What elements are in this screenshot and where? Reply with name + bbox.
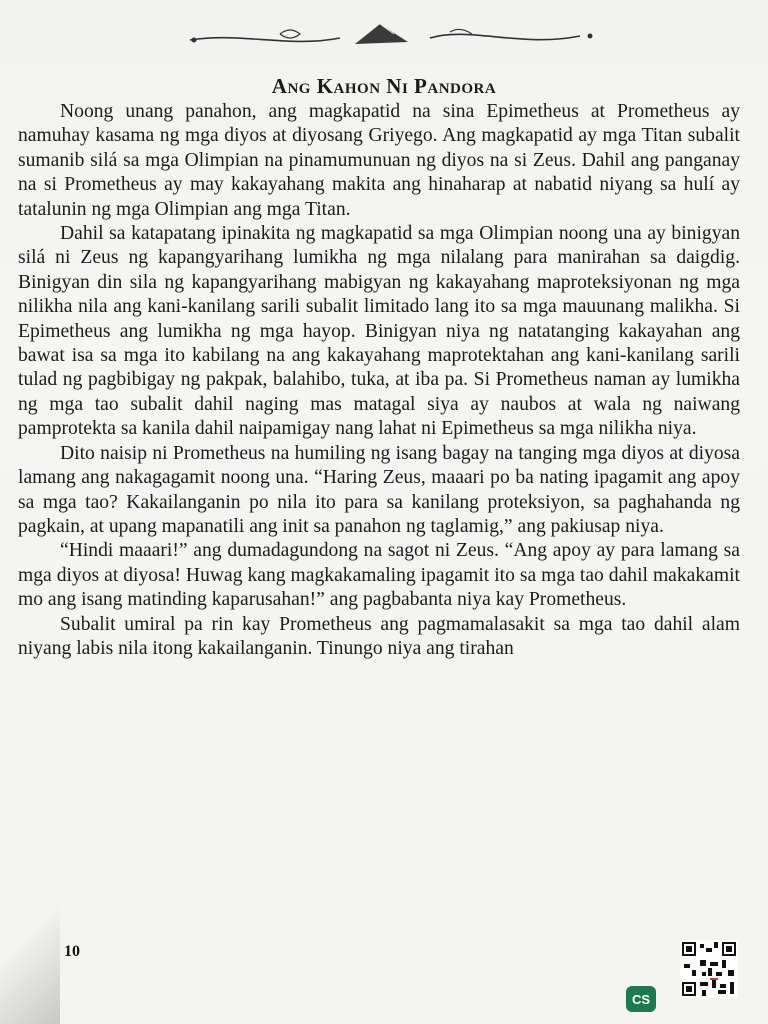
page-number: 10: [64, 943, 80, 960]
qr-code-icon: [680, 940, 738, 998]
paragraph: Dahil sa katapatang ipinakita ng magkapatid sa mga Olimpian noong una ay binigyan silá ni Zeus ng kapangyarihang lumikha ng mga nilalang para manirahan sa daigdig. Binigyan din sila ng kapangyarihang mabigyan ng kakayahang maproteksiyonan ng mga nilikha nila ang kani-kanilang sarili subalit limitado lang ito sa mga mauunang malikha. Si Epimetheus ang lumikha ng mga hayop. Binigyan niya ng natatanging kakayahan ang bawat isa sa mga ito kabilang na ang kakayahang maprotektahan ang kani-kanilang sarili tulad ng pagbibigay ng pakpak, balahibo, tuka, at iba pa. Si Prometheus naman ay lumikha ng mga tao subalit dahil naging mas matagal siya ay naubos at wala ng naiwang pamprotekta sa kanila dahil naipamigay nang lahat ni Epimetheus sa mga nilikha niya.: [18, 223, 740, 440]
page-title: Ang Kahon Ni Pandora: [271, 74, 497, 98]
page-corner-shadow: [0, 880, 60, 1024]
paragraph: Subalit umiral pa rin kay Prometheus ang pagmamalasakit sa mga tao dahil alam niyang labis nila itong kakailanganin. Tinungo niya ang tirahan: [18, 613, 740, 659]
decorative-header-ornament: [180, 18, 610, 58]
paragraph: Noong unang panahon, ang magkapatid na sina Epimetheus at Prometheus ay namuhay kasama ng mga diyos at diyosang Griyego. Ang magkapatid ay mga Titan subalit sumanib silá sa mga Olimpian na pinamumunuan ng diyos na si Zeus. Dahil ang panganay na si Prometheus ay may kakayahang makita ang hinaharap at nabatid niyang sa hulí ay tatalunin ng mga Olimpian ang mga Titan.: [18, 101, 740, 220]
paragraph: Dito naisip ni Prometheus na humiling ng isang bagay na tanging mga diyos at diyosa lamang ang nakagagamit noong una. “Haring Zeus, maaari po ba nating ipagamit ang apoy sa mga tao? Kakailanganin po nila ito para sa kanilang proteksiyon, sa paghahanda ng pagkain, at upang mapanatili ang init sa panahon ng taglamig,” ang pakiusap niya.: [18, 442, 740, 537]
camscanner-badge: CS: [626, 986, 656, 1012]
story-body: [18, 100, 740, 661]
paragraph: “Hindi maaari!” ang dumadagundong na sagot ni Zeus. “Ang apoy ay para lamang sa mga diyos at diyosa! Huwag kang magkakamaling ipagamit ito sa mga tao dahil makakamit mo ang isang matinding kaparusahan!” ang pagbabanta niya kay Prometheus.: [18, 540, 740, 611]
